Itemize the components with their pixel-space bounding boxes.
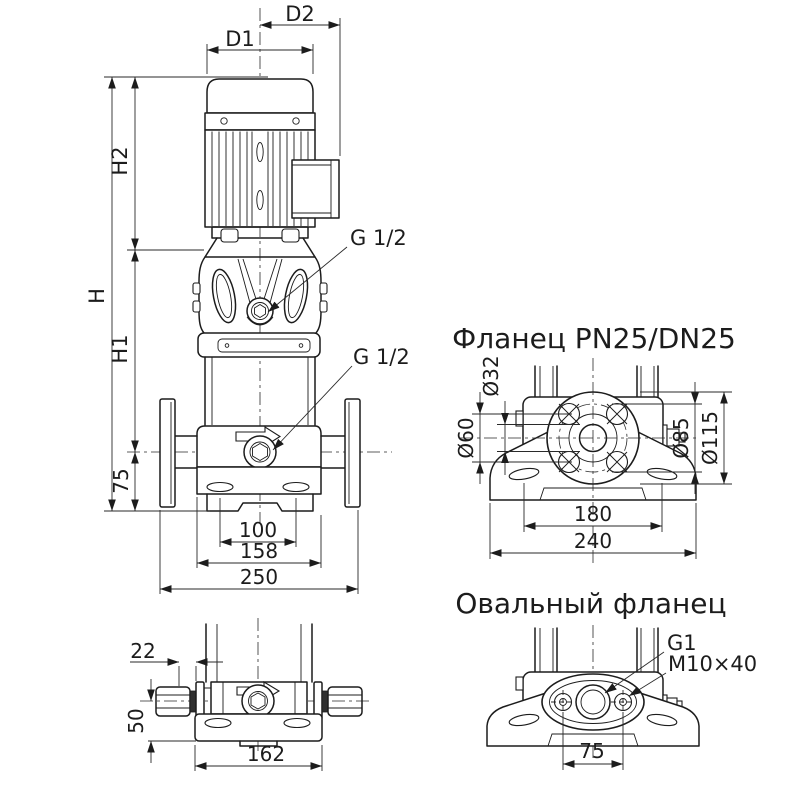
bolt-label: M10×40 [668,652,758,676]
column-outline [205,357,315,425]
oval-view-title: Овальный фланец [455,587,727,620]
head-band [198,333,320,357]
front-view [85,2,410,594]
discharge-flange [345,399,360,507]
flange-detail-view [452,322,736,565]
head-bolt-boss [320,283,327,294]
discharge-port-side [314,682,362,719]
dim-label-d115: Ø115 [698,411,722,465]
dim-label-75: 75 [109,468,133,494]
head-bolt-boss [320,301,327,312]
head-bolt-boss [193,301,200,312]
dim-label-d2: D2 [285,2,315,26]
head-window [281,267,312,324]
dim-label-h: H [85,288,109,304]
base-slot [283,483,309,492]
side-tab [516,677,523,690]
side-tab [516,411,523,426]
dim-label-d85: Ø85 [669,417,693,459]
flange-bolt-tab [282,229,299,242]
oval-flange-view [455,587,757,770]
base-slot [205,719,231,728]
dim-label-22: 22 [130,639,156,663]
dim-label-240: 240 [573,529,613,553]
thread-label: G1 [667,631,697,655]
column-legs [206,624,312,682]
dim-label-d60: Ø60 [454,417,478,459]
dim-label-100: 100 [238,518,278,542]
head-window-inner [213,273,234,319]
dim-label-162: 162 [246,742,286,766]
dim-label-50: 50 [124,708,148,734]
drain-plug [242,685,274,717]
drain-plug-label: G 1/2 [353,345,410,369]
vent-plug-label: G 1/2 [350,226,407,250]
drain-plug [244,436,276,468]
dim-label-180: 180 [573,502,613,526]
flange-view-title: Фланец PN25/DN25 [452,322,736,355]
fan-cover-band [205,113,315,130]
column-legs-inner [217,624,301,682]
head-bolt-boss [193,283,200,294]
dim-label-d32: Ø32 [479,355,503,397]
side-view [124,618,372,771]
dim-label-h2: H2 [108,146,132,176]
head-window-inner [285,273,306,319]
flange-bolt-tab [221,229,238,242]
dim-label-75: 75 [579,739,605,763]
base-slot [284,719,310,728]
dim-label-250: 250 [239,565,279,589]
dim-label-d1: D1 [225,27,255,51]
base-slot [207,483,233,492]
suction-flange [160,399,175,507]
motor-cap [207,79,313,113]
column-inner-lines [212,357,308,425]
pump-head-left-edge [199,257,205,333]
dim-label-h1: H1 [108,334,132,364]
dim-label-158: 158 [239,539,279,563]
pump-head-right-edge [315,257,321,333]
terminal-box [292,160,339,218]
head-window [209,267,240,324]
